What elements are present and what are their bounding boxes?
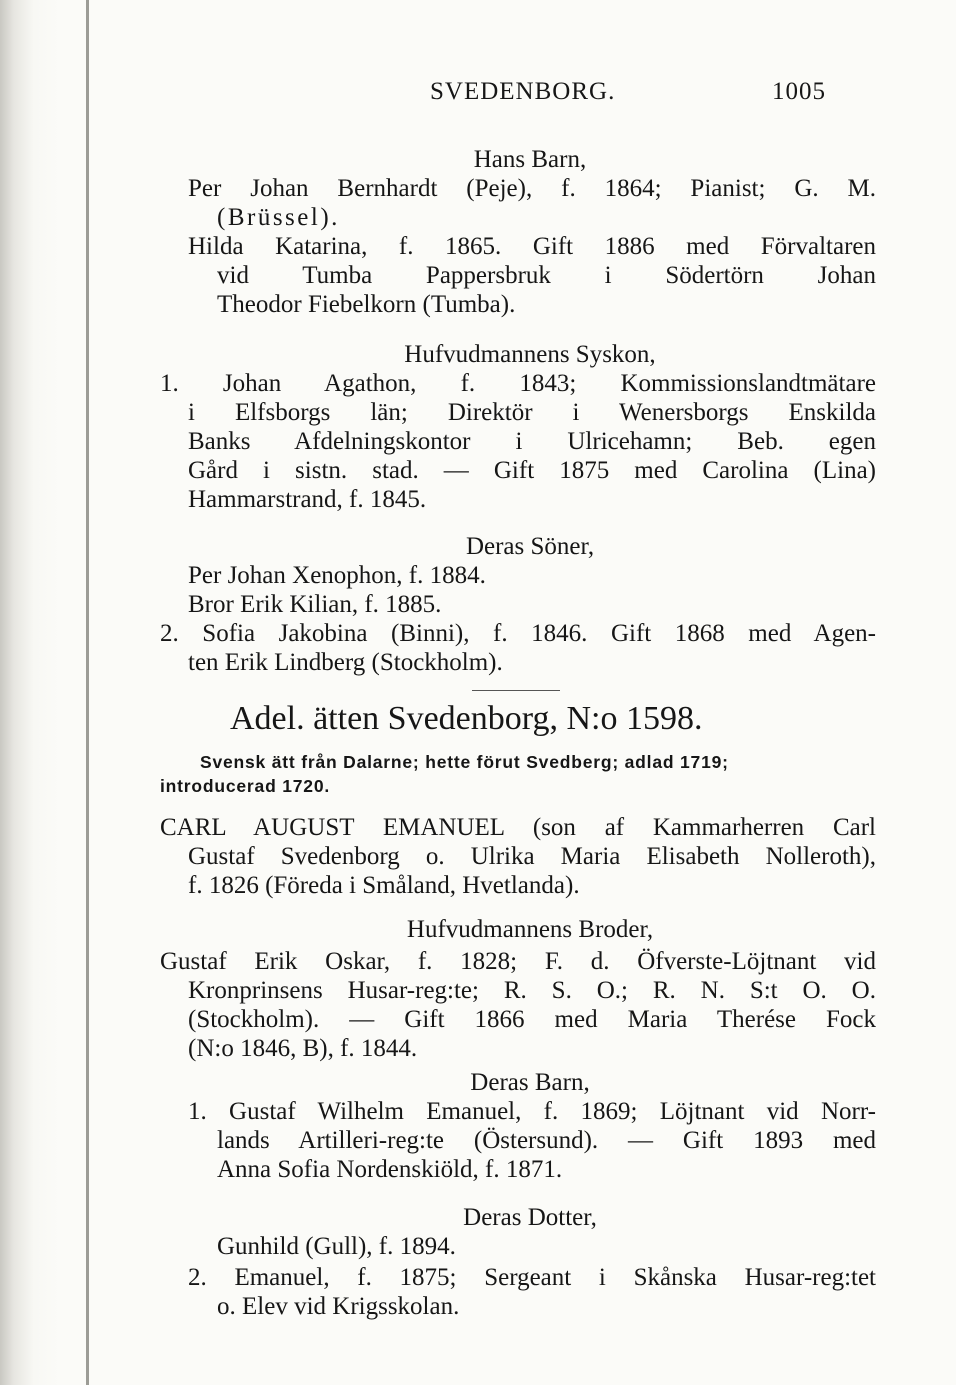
margin-rule xyxy=(86,0,89,1385)
section-heading: Deras Söner, xyxy=(465,533,595,560)
text-line: Per Johan Bernhardt (Peje), f. 1864; Pianist; G. M. xyxy=(188,175,876,202)
text-line: 2. Emanuel, f. 1875; Sergeant i Skånska Husar-reg:tet xyxy=(188,1264,876,1291)
text-line: Gunhild (Gull), f. 1894. xyxy=(217,1233,456,1260)
text-line: Hilda Katarina, f. 1865. Gift 1886 med Förvaltaren xyxy=(188,233,876,260)
text-line: Bror Erik Kilian, f. 1885. xyxy=(188,591,442,618)
text-line: Theodor Fiebelkorn (Tumba). xyxy=(217,291,516,318)
text-line: Anna Sofia Nordenskiöld, f. 1871. xyxy=(217,1156,563,1183)
text-line: Per Johan Xenophon, f. 1884. xyxy=(188,562,486,589)
text-line: Gustaf Erik Oskar, f. 1828; F. d. Öfverste-Löjtnant vid xyxy=(160,948,876,975)
text-line: Kronprinsens Husar-reg:te; R. S. O.; R. N. S:t O. O. xyxy=(188,977,876,1004)
text-line: Gustaf Svedenborg o. Ulrika Maria Elisabeth Nolleroth), xyxy=(188,843,876,870)
separator-rule xyxy=(472,690,560,691)
text-line: CARL AUGUST EMANUEL (son af Kammarherren Carl xyxy=(160,814,876,841)
text-line: 1. Johan Agathon, f. 1843; Kommissionslandtmätare xyxy=(160,370,876,397)
text-line: Hammarstrand, f. 1845. xyxy=(188,486,427,513)
text-line: Gård i sistn. stad. — Gift 1875 med Carolina (Lina) xyxy=(188,457,876,484)
text-line: (Brüssel). xyxy=(217,204,340,231)
section-heading: Hufvudmannens Syskon, xyxy=(404,341,656,368)
text-line: ten Erik Lindberg (Stockholm). xyxy=(188,649,503,676)
text-line: f. 1826 (Föreda i Småland, Hvetlanda). xyxy=(188,872,580,899)
text-line: 1. Gustaf Wilhelm Emanuel, f. 1869; Löjtnant vid Norr- xyxy=(188,1098,876,1125)
page-number: 1005 xyxy=(772,78,826,105)
text-line: 2. Sofia Jakobina (Binni), f. 1846. Gift 1868 med Agen- xyxy=(160,620,876,647)
section-heading: Hufvudmannens Broder, xyxy=(406,916,654,943)
text-line: (Stockholm). — Gift 1866 med Maria Therése Fock xyxy=(188,1006,876,1033)
text-line: Banks Afdelningskontor i Ulricehamn; Beb. egen xyxy=(188,428,876,455)
text-line: vid Tumba Pappersbruk i Södertörn Johan xyxy=(217,262,876,289)
text-line: o. Elev vid Krigsskolan. xyxy=(217,1293,460,1320)
text-line: i Elfsborgs län; Direktör i Wenersborgs Enskilda xyxy=(188,399,876,426)
section-heading: Deras Barn, xyxy=(470,1069,590,1096)
text-line: (N:o 1846, B), f. 1844. xyxy=(188,1035,418,1062)
text-line: Hans Barn, xyxy=(473,146,587,173)
page-binding-shadow xyxy=(0,0,60,1385)
running-head-title: SVEDENBORG. xyxy=(430,78,616,105)
text-line: lands Artilleri-reg:te (Östersund). — Gift 1893 med xyxy=(217,1127,876,1154)
family-heading: Adel. ätten Svedenborg, N:o 1598. xyxy=(230,700,703,737)
family-description: introducerad 1720. xyxy=(160,776,331,796)
section-heading: Deras Dotter, xyxy=(463,1204,597,1231)
family-description: Svensk ätt från Dalarne; hette förut Svedberg; adlad 1719; xyxy=(200,752,729,772)
